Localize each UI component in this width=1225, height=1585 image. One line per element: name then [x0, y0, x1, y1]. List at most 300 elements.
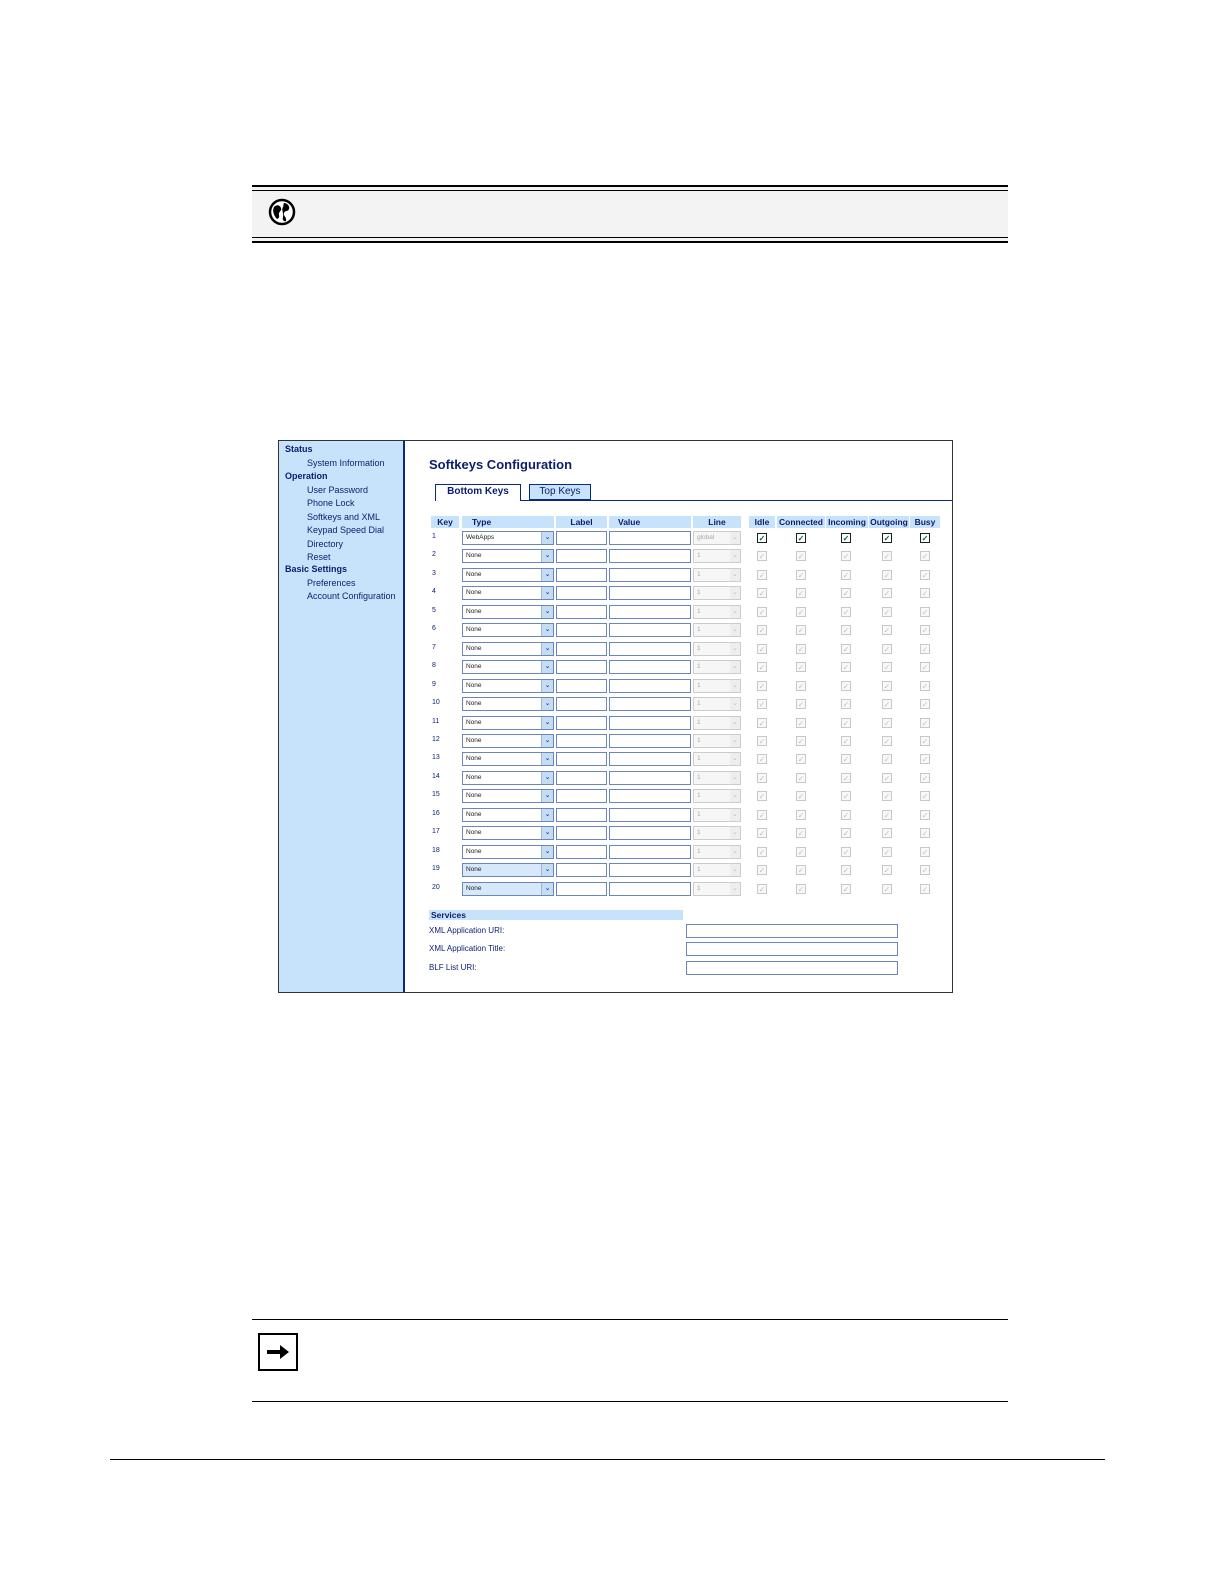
- chevron-down-icon[interactable]: ⌄: [730, 587, 740, 599]
- outgoing-checkbox[interactable]: ✓: [883, 534, 891, 543]
- type-select[interactable]: [462, 882, 554, 896]
- tab-bottom-keys[interactable]: Bottom Keys: [435, 484, 521, 501]
- value-input[interactable]: [609, 789, 691, 803]
- chevron-down-icon[interactable]: ⌄: [730, 624, 740, 636]
- label-input[interactable]: [556, 771, 607, 785]
- idle-checkbox[interactable]: ✓: [758, 829, 766, 839]
- chevron-down-icon[interactable]: ⌄: [730, 753, 740, 765]
- busy-checkbox[interactable]: ✓: [921, 736, 929, 746]
- busy-checkbox[interactable]: ✓: [921, 534, 929, 543]
- busy-checkbox[interactable]: ✓: [921, 663, 929, 673]
- label-input[interactable]: [556, 568, 607, 582]
- idle-checkbox[interactable]: ✓: [758, 773, 766, 783]
- type-select-value: None: [466, 755, 482, 763]
- busy-checkbox[interactable]: ✓: [921, 700, 929, 710]
- idle-checkbox[interactable]: ✓: [758, 552, 766, 562]
- type-select[interactable]: [462, 679, 554, 693]
- incoming-checkbox[interactable]: ✓: [842, 736, 850, 746]
- label-input[interactable]: [556, 549, 607, 563]
- busy-checkbox[interactable]: ✓: [921, 866, 929, 876]
- idle-checkbox[interactable]: ✓: [758, 644, 766, 654]
- value-input[interactable]: [609, 568, 691, 582]
- busy-checkbox[interactable]: ✓: [921, 829, 929, 839]
- chevron-down-icon[interactable]: ⌄: [541, 606, 553, 618]
- line-select[interactable]: [693, 716, 741, 730]
- sidebar-section-operation[interactable]: Operation: [285, 471, 328, 481]
- incoming-checkbox[interactable]: ✓: [842, 792, 850, 802]
- idle-checkbox[interactable]: ✓: [758, 755, 766, 765]
- table-row: [405, 861, 953, 878]
- sidebar-item-phone-lock[interactable]: Phone Lock: [307, 498, 355, 508]
- line-select[interactable]: [693, 845, 741, 859]
- sidebar-item-softkeys-and-xml[interactable]: Softkeys and XML: [307, 511, 381, 522]
- incoming-checkbox[interactable]: ✓: [842, 626, 850, 636]
- idle-checkbox[interactable]: ✓: [758, 718, 766, 728]
- outgoing-checkbox[interactable]: ✓: [883, 829, 891, 839]
- connected-checkbox[interactable]: ✓: [797, 884, 805, 894]
- busy-checkbox[interactable]: ✓: [921, 718, 929, 728]
- busy-checkbox[interactable]: ✓: [921, 773, 929, 783]
- chevron-down-icon[interactable]: ⌄: [730, 790, 740, 802]
- line-select[interactable]: [693, 642, 741, 656]
- connected-checkbox[interactable]: ✓: [797, 829, 805, 839]
- value-input[interactable]: [609, 882, 691, 896]
- label-input[interactable]: [556, 808, 607, 822]
- type-select[interactable]: [462, 716, 554, 730]
- idle-checkbox[interactable]: ✓: [758, 663, 766, 673]
- type-select[interactable]: [462, 808, 554, 822]
- value-input[interactable]: [609, 716, 691, 730]
- connected-checkbox[interactable]: ✓: [797, 755, 805, 765]
- chevron-down-icon[interactable]: ⌄: [541, 809, 553, 821]
- sidebar-item-directory[interactable]: Directory: [307, 538, 344, 549]
- type-select[interactable]: [462, 752, 554, 766]
- line-select[interactable]: [693, 863, 741, 877]
- chevron-down-icon[interactable]: ⌄: [541, 680, 553, 692]
- outgoing-checkbox[interactable]: ✓: [883, 552, 891, 562]
- chevron-down-icon[interactable]: ⌄: [541, 661, 553, 673]
- type-select[interactable]: [462, 771, 554, 785]
- connected-checkbox[interactable]: ✓: [797, 589, 805, 599]
- note-bottom-rule: [252, 1401, 1008, 1402]
- web-note-top-rule-thin: [252, 190, 1008, 191]
- type-select[interactable]: [462, 826, 554, 840]
- service-input[interactable]: [686, 924, 898, 938]
- label-input[interactable]: [556, 752, 607, 766]
- incoming-checkbox[interactable]: ✓: [842, 552, 850, 562]
- sidebar: [279, 441, 405, 992]
- sidebar-item-account-configuration[interactable]: Account Configuration: [307, 591, 396, 601]
- web-note-bar: [252, 185, 1008, 243]
- value-input[interactable]: [609, 826, 691, 840]
- idle-checkbox[interactable]: ✓: [758, 884, 766, 894]
- chevron-down-icon[interactable]: ⌄: [541, 772, 553, 784]
- table-row: [405, 584, 953, 601]
- chevron-down-icon[interactable]: ⌄: [541, 717, 553, 729]
- outgoing-checkbox[interactable]: ✓: [883, 607, 891, 617]
- busy-checkbox[interactable]: ✓: [921, 681, 929, 691]
- value-input[interactable]: [609, 549, 691, 563]
- label-input[interactable]: [556, 679, 607, 693]
- value-input[interactable]: [609, 845, 691, 859]
- outgoing-checkbox[interactable]: ✓: [883, 589, 891, 599]
- line-select[interactable]: [693, 605, 741, 619]
- chevron-down-icon[interactable]: ⌄: [730, 698, 740, 710]
- value-input[interactable]: [609, 642, 691, 656]
- line-select[interactable]: [693, 623, 741, 637]
- outgoing-checkbox[interactable]: ✓: [883, 792, 891, 802]
- incoming-checkbox[interactable]: ✓: [842, 589, 850, 599]
- idle-checkbox[interactable]: ✓: [758, 589, 766, 599]
- busy-checkbox[interactable]: ✓: [921, 847, 929, 857]
- incoming-checkbox[interactable]: ✓: [842, 700, 850, 710]
- idle-checkbox[interactable]: ✓: [758, 607, 766, 617]
- chevron-down-icon[interactable]: ⌄: [541, 643, 553, 655]
- chevron-down-icon[interactable]: ⌄: [541, 827, 553, 839]
- incoming-checkbox[interactable]: ✓: [842, 866, 850, 876]
- incoming-checkbox[interactable]: ✓: [842, 773, 850, 783]
- connected-checkbox[interactable]: ✓: [797, 866, 805, 876]
- value-input[interactable]: [609, 771, 691, 785]
- busy-checkbox[interactable]: ✓: [921, 755, 929, 765]
- connected-checkbox[interactable]: ✓: [797, 810, 805, 820]
- busy-checkbox[interactable]: ✓: [921, 644, 929, 654]
- busy-checkbox[interactable]: ✓: [921, 884, 929, 894]
- table-row: [405, 732, 953, 749]
- chevron-down-icon[interactable]: ⌄: [541, 735, 553, 747]
- connected-checkbox[interactable]: ✓: [797, 552, 805, 562]
- incoming-checkbox[interactable]: ✓: [842, 681, 850, 691]
- value-input[interactable]: [609, 531, 691, 545]
- label-input[interactable]: [556, 882, 607, 896]
- sidebar-section-status[interactable]: Status: [285, 444, 313, 454]
- outgoing-checkbox[interactable]: ✓: [883, 718, 891, 728]
- connected-checkbox[interactable]: ✓: [797, 626, 805, 636]
- incoming-checkbox[interactable]: ✓: [842, 718, 850, 728]
- label-input[interactable]: [556, 623, 607, 637]
- line-select-value: 1: [697, 663, 701, 671]
- type-select-value: None: [466, 644, 482, 652]
- connected-checkbox[interactable]: ✓: [797, 792, 805, 802]
- key-number: 12: [432, 735, 440, 743]
- line-select[interactable]: [693, 586, 741, 600]
- line-select[interactable]: [693, 752, 741, 766]
- incoming-checkbox[interactable]: ✓: [842, 644, 850, 654]
- chevron-down-icon[interactable]: ⌄: [730, 532, 740, 544]
- chevron-down-icon[interactable]: ⌄: [730, 717, 740, 729]
- idle-checkbox[interactable]: ✓: [758, 681, 766, 691]
- label-input[interactable]: [556, 826, 607, 840]
- service-label: XML Application Title:: [429, 944, 506, 953]
- chevron-down-icon[interactable]: ⌄: [541, 753, 553, 765]
- outgoing-checkbox[interactable]: ✓: [883, 810, 891, 820]
- chevron-down-icon[interactable]: ⌄: [541, 569, 553, 581]
- key-number: 1: [432, 533, 436, 540]
- sidebar-item-keypad-speed-dial[interactable]: Keypad Speed Dial: [307, 525, 385, 535]
- chevron-down-icon[interactable]: ⌄: [730, 680, 740, 692]
- type-select[interactable]: [462, 586, 554, 600]
- connected-checkbox[interactable]: ✓: [797, 663, 805, 673]
- line-select-value: 1: [697, 589, 701, 597]
- connected-checkbox[interactable]: ✓: [797, 736, 805, 746]
- idle-checkbox[interactable]: ✓: [758, 700, 766, 710]
- busy-checkbox[interactable]: ✓: [921, 552, 929, 562]
- line-select-value: global: [697, 534, 715, 541]
- busy-checkbox[interactable]: ✓: [921, 626, 929, 636]
- value-input[interactable]: [609, 697, 691, 711]
- sidebar-item-system-information[interactable]: System Information: [307, 457, 385, 468]
- busy-checkbox[interactable]: ✓: [921, 570, 929, 580]
- outgoing-checkbox[interactable]: ✓: [883, 663, 891, 673]
- col-header-line: Line: [693, 516, 741, 528]
- web-note-top-rule: [252, 185, 1008, 187]
- label-input[interactable]: [556, 642, 607, 656]
- outgoing-checkbox[interactable]: ✓: [883, 847, 891, 857]
- line-select[interactable]: [693, 789, 741, 803]
- incoming-checkbox[interactable]: ✓: [842, 884, 850, 894]
- connected-checkbox[interactable]: ✓: [797, 681, 805, 691]
- label-input[interactable]: [556, 605, 607, 619]
- connected-checkbox[interactable]: ✓: [797, 718, 805, 728]
- line-select[interactable]: [693, 882, 741, 896]
- line-select-value: 1: [697, 626, 701, 634]
- chevron-down-icon[interactable]: ⌄: [730, 846, 740, 858]
- outgoing-checkbox[interactable]: ✓: [883, 644, 891, 654]
- outgoing-checkbox[interactable]: ✓: [883, 700, 891, 710]
- type-select[interactable]: [462, 697, 554, 711]
- chevron-down-icon[interactable]: ⌄: [541, 587, 553, 599]
- value-input[interactable]: [609, 734, 691, 748]
- line-select-value: 1: [697, 755, 701, 763]
- value-input[interactable]: [609, 679, 691, 693]
- line-select-value: 1: [697, 847, 701, 855]
- table-row: [405, 843, 953, 860]
- value-input[interactable]: [609, 623, 691, 637]
- outgoing-checkbox[interactable]: ✓: [883, 866, 891, 876]
- incoming-checkbox[interactable]: ✓: [842, 755, 850, 765]
- type-select[interactable]: [462, 845, 554, 859]
- label-input[interactable]: [556, 734, 607, 748]
- outgoing-checkbox[interactable]: ✓: [883, 755, 891, 765]
- idle-checkbox[interactable]: ✓: [758, 626, 766, 636]
- line-select[interactable]: [693, 660, 741, 674]
- service-input[interactable]: [686, 961, 898, 975]
- connected-checkbox[interactable]: ✓: [797, 773, 805, 783]
- connected-checkbox[interactable]: ✓: [797, 644, 805, 654]
- type-select-value: None: [466, 700, 482, 708]
- screenshot-frame: [278, 440, 953, 993]
- idle-checkbox[interactable]: ✓: [758, 792, 766, 802]
- chevron-down-icon[interactable]: ⌄: [541, 846, 553, 858]
- connected-checkbox[interactable]: ✓: [797, 570, 805, 580]
- chevron-down-icon[interactable]: ⌄: [541, 790, 553, 802]
- label-input[interactable]: [556, 863, 607, 877]
- key-number: 5: [432, 606, 436, 614]
- line-select[interactable]: [693, 771, 741, 785]
- type-select[interactable]: [462, 660, 554, 674]
- line-select-value: 1: [697, 773, 701, 781]
- col-header-label: Label: [556, 516, 607, 528]
- table-row: [405, 714, 953, 731]
- col-header-type: Type: [462, 516, 554, 528]
- key-number: 15: [432, 791, 440, 799]
- key-number: 16: [432, 809, 440, 817]
- line-select[interactable]: [693, 679, 741, 693]
- col-header-value: Value: [609, 516, 691, 528]
- value-input[interactable]: [609, 660, 691, 674]
- connected-checkbox[interactable]: ✓: [797, 847, 805, 857]
- type-select[interactable]: [462, 531, 554, 545]
- type-select[interactable]: [462, 734, 554, 748]
- key-number: 11: [432, 717, 440, 725]
- table-row: [405, 880, 953, 897]
- connected-checkbox[interactable]: ✓: [797, 700, 805, 710]
- busy-checkbox[interactable]: ✓: [921, 607, 929, 617]
- chevron-down-icon[interactable]: ⌄: [541, 550, 553, 562]
- busy-checkbox[interactable]: ✓: [921, 810, 929, 820]
- idle-checkbox[interactable]: ✓: [758, 570, 766, 580]
- key-number: 8: [432, 662, 436, 670]
- type-select[interactable]: [462, 568, 554, 582]
- outgoing-checkbox[interactable]: ✓: [883, 773, 891, 783]
- line-select-value: 1: [697, 570, 701, 578]
- line-select-value: 1: [697, 644, 701, 652]
- line-select-value: 1: [697, 810, 701, 818]
- type-select[interactable]: [462, 789, 554, 803]
- outgoing-checkbox[interactable]: ✓: [883, 884, 891, 894]
- idle-checkbox[interactable]: ✓: [758, 847, 766, 857]
- chevron-down-icon[interactable]: ⌄: [730, 772, 740, 784]
- line-select[interactable]: [693, 568, 741, 582]
- col-header-busy: Busy: [910, 516, 940, 528]
- label-input[interactable]: [556, 716, 607, 730]
- line-select[interactable]: [693, 826, 741, 840]
- key-number: 10: [432, 699, 440, 707]
- line-select-value: 1: [697, 866, 701, 874]
- chevron-down-icon[interactable]: ⌄: [730, 550, 740, 562]
- chevron-down-icon[interactable]: ⌄: [730, 735, 740, 747]
- label-input[interactable]: [556, 697, 607, 711]
- footer-rule: [110, 1459, 1105, 1460]
- line-select-value: 1: [697, 792, 701, 800]
- outgoing-checkbox[interactable]: ✓: [883, 570, 891, 580]
- type-select-value: None: [466, 681, 482, 689]
- service-input[interactable]: [686, 942, 898, 956]
- chevron-down-icon[interactable]: ⌄: [730, 864, 740, 876]
- incoming-checkbox[interactable]: ✓: [842, 829, 850, 839]
- type-select-value: None: [466, 626, 482, 634]
- label-input[interactable]: [556, 531, 607, 545]
- chevron-down-icon[interactable]: ⌄: [730, 569, 740, 581]
- label-input[interactable]: [556, 660, 607, 674]
- idle-checkbox[interactable]: ✓: [758, 534, 766, 543]
- label-input[interactable]: [556, 845, 607, 859]
- key-number: 19: [432, 865, 440, 873]
- key-number: 6: [432, 625, 436, 633]
- table-row: [405, 658, 953, 675]
- busy-checkbox[interactable]: ✓: [921, 589, 929, 599]
- incoming-checkbox[interactable]: ✓: [842, 607, 850, 617]
- chevron-down-icon[interactable]: ⌄: [541, 864, 553, 876]
- value-input[interactable]: [609, 808, 691, 822]
- chevron-down-icon[interactable]: ⌄: [730, 606, 740, 618]
- line-select[interactable]: [693, 549, 741, 563]
- chevron-down-icon[interactable]: ⌄: [541, 883, 553, 895]
- chevron-down-icon[interactable]: ⌄: [730, 643, 740, 655]
- sidebar-item-preferences[interactable]: Preferences: [307, 577, 356, 588]
- tab-top-keys[interactable]: Top Keys: [529, 484, 591, 500]
- type-select-value: None: [466, 773, 482, 781]
- chevron-down-icon[interactable]: ⌄: [730, 809, 740, 821]
- arrow-right-icon: [258, 1333, 298, 1371]
- idle-checkbox[interactable]: ✓: [758, 736, 766, 746]
- connected-checkbox[interactable]: ✓: [797, 534, 805, 543]
- type-select-value: None: [466, 829, 482, 837]
- type-select[interactable]: [462, 623, 554, 637]
- line-select[interactable]: [693, 531, 741, 545]
- value-input[interactable]: [609, 863, 691, 877]
- key-number: 14: [432, 772, 440, 780]
- line-select-value: 1: [697, 884, 701, 892]
- type-select[interactable]: [462, 605, 554, 619]
- line-select[interactable]: [693, 808, 741, 822]
- idle-checkbox[interactable]: ✓: [758, 810, 766, 820]
- incoming-checkbox[interactable]: ✓: [842, 810, 850, 820]
- incoming-checkbox[interactable]: ✓: [842, 663, 850, 673]
- chevron-down-icon[interactable]: ⌄: [730, 827, 740, 839]
- table-row: [405, 529, 953, 546]
- outgoing-checkbox[interactable]: ✓: [883, 681, 891, 691]
- chevron-down-icon[interactable]: ⌄: [730, 883, 740, 895]
- line-select-value: 1: [697, 736, 701, 744]
- chevron-down-icon[interactable]: ⌄: [541, 532, 553, 544]
- idle-checkbox[interactable]: ✓: [758, 866, 766, 876]
- line-select[interactable]: [693, 734, 741, 748]
- outgoing-checkbox[interactable]: ✓: [883, 626, 891, 636]
- value-input[interactable]: [609, 586, 691, 600]
- incoming-checkbox[interactable]: ✓: [842, 534, 850, 543]
- chevron-down-icon[interactable]: ⌄: [541, 624, 553, 636]
- chevron-down-icon[interactable]: ⌄: [730, 661, 740, 673]
- sidebar-section-basic-settings[interactable]: Basic Settings: [285, 564, 348, 574]
- key-number: 17: [432, 828, 440, 836]
- sidebar-item-user-password[interactable]: User Password: [307, 484, 369, 495]
- sidebar-item-reset[interactable]: Reset: [307, 552, 331, 562]
- value-input[interactable]: [609, 752, 691, 766]
- chevron-down-icon[interactable]: ⌄: [541, 698, 553, 710]
- type-select[interactable]: [462, 642, 554, 656]
- incoming-checkbox[interactable]: ✓: [842, 847, 850, 857]
- type-select-value: None: [466, 607, 482, 615]
- outgoing-checkbox[interactable]: ✓: [883, 736, 891, 746]
- type-select[interactable]: [462, 863, 554, 877]
- connected-checkbox[interactable]: ✓: [797, 607, 805, 617]
- busy-checkbox[interactable]: ✓: [921, 792, 929, 802]
- value-input[interactable]: [609, 605, 691, 619]
- table-row: [405, 640, 953, 657]
- key-number: 7: [432, 643, 436, 651]
- type-select[interactable]: [462, 549, 554, 563]
- line-select[interactable]: [693, 697, 741, 711]
- incoming-checkbox[interactable]: ✓: [842, 570, 850, 580]
- table-row: [405, 677, 953, 694]
- note-top-rule: [252, 1319, 1008, 1320]
- label-input[interactable]: [556, 789, 607, 803]
- col-header-outgoing: Outgoing: [870, 517, 908, 527]
- globe-icon: [268, 198, 296, 226]
- label-input[interactable]: [556, 586, 607, 600]
- col-header-connected: Connected: [777, 516, 825, 528]
